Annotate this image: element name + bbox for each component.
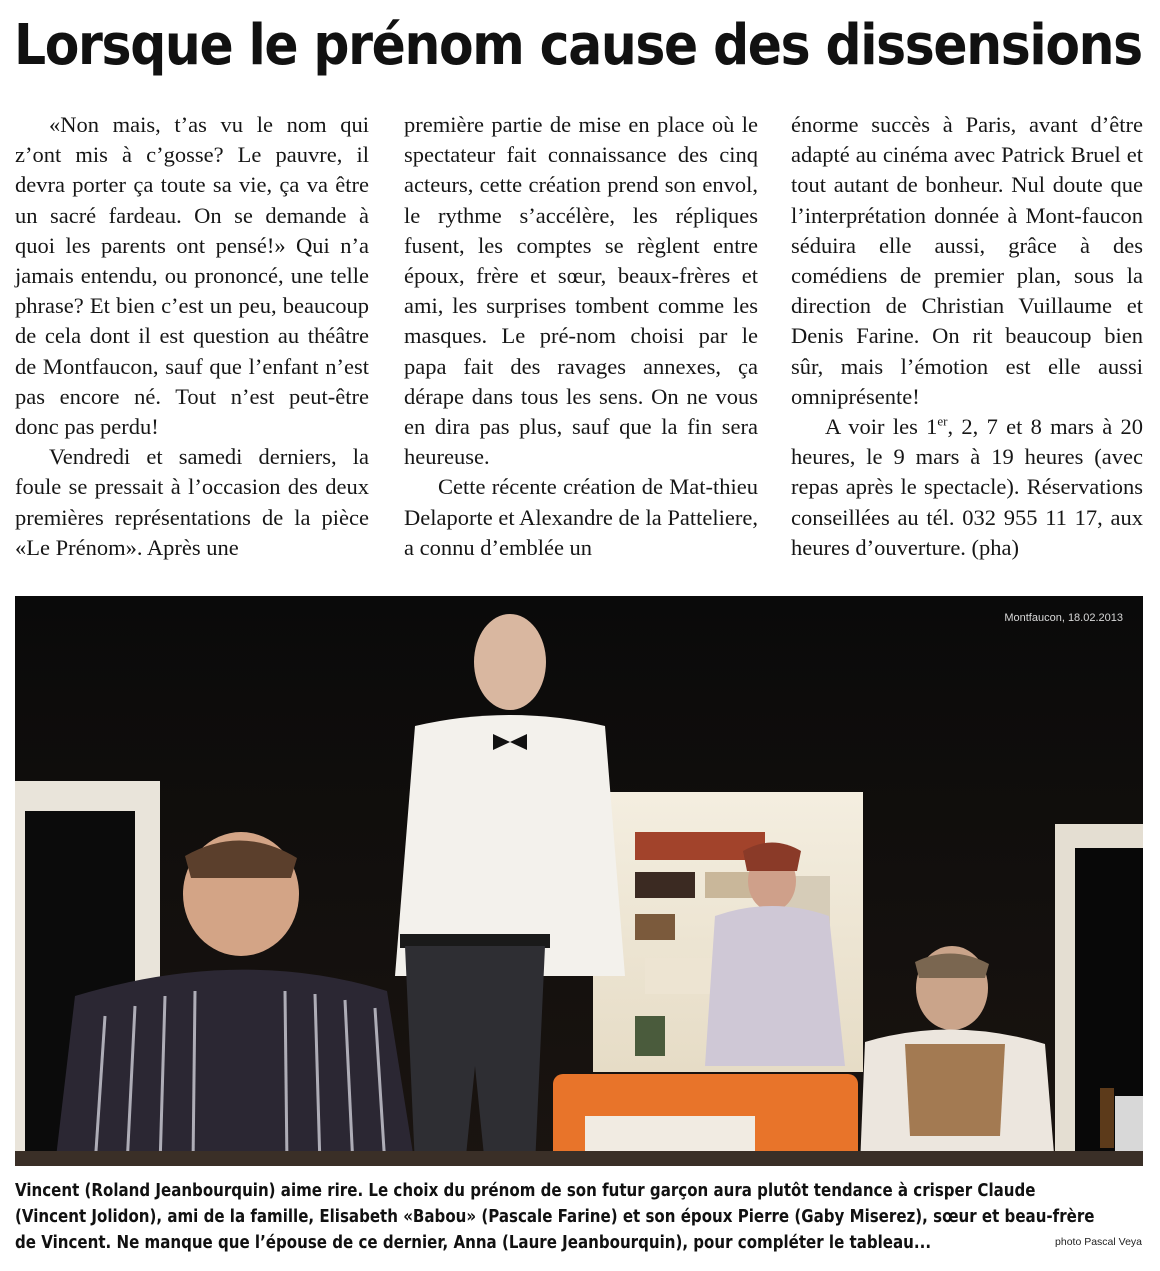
paragraph bbox=[791, 412, 1143, 563]
theatre-photo bbox=[15, 596, 1143, 1166]
actor-woman-shirt bbox=[705, 906, 845, 1066]
stage-scene-illustration bbox=[15, 596, 1143, 1166]
paragraph: «Non mais, t’as vu le nom qui z’ont mis à c’gosse? Le pauvre, il devra porter ça toute sa vie, ça va être un sacré fardeau. On se demande à quoi les parents ont pensé!» Qui n’a jamais entendu, ou prononcé, une telle phrase? Et bien c’est un peu, beaucoup de cela dont il est question au théâtre de Montfaucon, sauf que l’enfant n’est pas encore né. Tout n’est peut-être donc pas perdu! bbox=[15, 112, 369, 440]
photo-date-stamp: Montfaucon, 18.02.2013 bbox=[1004, 612, 1123, 624]
actor-standing-head bbox=[474, 614, 546, 710]
superscript: er bbox=[937, 413, 948, 429]
article-column-3 bbox=[791, 110, 1143, 563]
paragraph: Cette récente création de Mat-thieu Delaporte et Alexandre de la Patteliere, a connu d’emblée un bbox=[404, 474, 758, 560]
article-headline: Lorsque le prénom cause des dissensions bbox=[14, 13, 1142, 78]
photo-caption: Vincent (Roland Jeanbourquin) aime rire. Le choix du prénom de son futur garçon aura plutôt tendance à crisper Claude (Vincent Jolidon), ami de la famille, Elisabeth «Babou» (Pascale Farine) et son époux Pierre (Gaby Miserez), sœur et beau-frère de Vincent. Ne manque que l’épouse de ce dernier, Anna (Laure Jeanbourquin), pour compléter le tableau... bbox=[15, 1181, 1095, 1253]
paragraph: première partie de mise en place où le spectateur fait connaissance des cinq acteurs, cette création prend son envol, le rythme s’accélère, les répliques fusent, les comptes se règlent entre époux, frère et sœur, beaux-frères et ami, les surprises tombent comme les masques. Le pré-nom choisi par le papa fait des ravages annexes, ça dérape dans tous les sens. On ne vous en dira pas plus, sauf que la fin sera heureuse. bbox=[404, 112, 758, 470]
photo-credit: photo Pascal Veya bbox=[1055, 1236, 1142, 1248]
paragraph: Vendredi et samedi derniers, la foule se pressait à l’occasion des deux premières représentations de la pièce «Le Prénom». Après une bbox=[15, 444, 369, 560]
text-run: A voir les 1 bbox=[825, 414, 938, 440]
paragraph: énorme succès à Paris, avant d’être adapté au cinéma avec Patrick Bruel et tout autant de bonheur. Nul doute que l’interprétation donnée à Mont-faucon séduira elle aussi, grâce à des comédiens de premier plan, sous la direction de Christian Vuillaume et Denis Farine. On rit beaucoup bien sûr, mais l’émotion est elle aussi omniprésente! bbox=[791, 112, 1143, 409]
actor-seated-left-shirt bbox=[55, 970, 415, 1166]
article-column-1 bbox=[15, 110, 369, 563]
text-run: , 2, 7 et 8 mars à 20 heures, le 9 mars à 19 heures (avec repas après le spectacle). Réservations conseillées au tél. 032 955 11 17, aux heures d’ouverture. (pha) bbox=[791, 414, 1143, 560]
article-column-2 bbox=[404, 110, 758, 563]
